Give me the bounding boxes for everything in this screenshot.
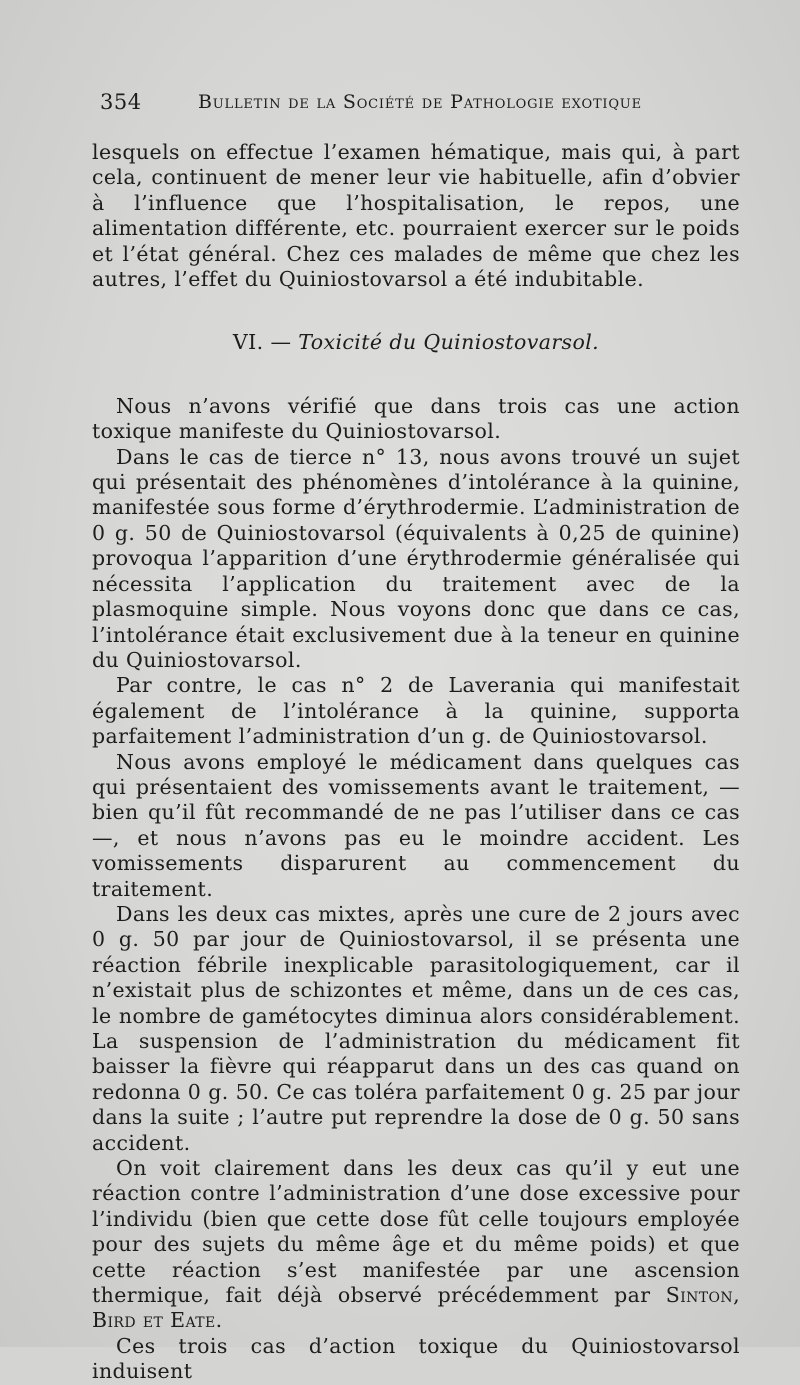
paragraph: Nous n’avons vérifié que dans trois cas une action toxique manifeste du Quiniostovarsol. [92, 393, 740, 444]
paragraph: Dans les deux cas mixtes, après une cure de 2 jours avec 0 g. 50 par jour de Quiniostovarsol, il se présenta une réaction fébrile inexplicable parasitologiquement, car il n’existait plus de schizontes et même, dans un de ces cas, le nombre de gamétocytes diminua alors considérablement. La suspension de l’administration du médicament fit baisser la fièvre qui réapparut dans un des cas quand on redonna 0 g. 50. Ce cas toléra parfaitement 0 g. 25 par jour dans la suite ; l’autre put reprendre la dose de 0 g. 50 sans accident. [92, 901, 740, 1155]
author-names: Sinton, Bird et Eate. [92, 1283, 740, 1333]
paragraph: Ces trois cas d’action toxique du Quiniostovarsol induisent [92, 1333, 740, 1384]
paragraph-text: On voit clairement dans les deux cas qu’il y eut une réaction contre l’administration d’une dose excessive pour l’individu (bien que cette dose fût celle toujours employée pour des sujets du même âge et du même poids) et que cette réaction s’est manifestée par une ascension thermique, fait déjà observé précédemment par [92, 1156, 740, 1308]
paragraph-continuation: lesquels on effectue l’examen hématique, mais qui, à part cela, continuent de mener leur vie habituelle, afin d’obvier à l’influence que l’hospitalisation, le repos, une alimentation différente, etc. pourraient exercer sur le poids et l’état général. Chez ces malades de même que chez les autres, l’effet du Quiniostovarsol a été indubitable. [92, 140, 740, 292]
page-header [100, 90, 740, 120]
paragraph: Dans le cas de tierce n° 13, nous avons trouvé un sujet qui présentait des phénomènes d’intolérance à la quinine, manifestée sous forme d’érythrodermie. L’administration de 0 g. 50 de Quiniostovarsol (équivalents à 0,25 de quinine) provoqua l’apparition d’une érythrodermie généralisée qui nécessita l’application du traitement avec de la plasmoquine simple. Nous voyons donc que dans ce cas, l’intolérance était exclusivement due à la teneur en quinine du Quiniostovarsol. [92, 444, 740, 672]
section-heading [92, 330, 740, 355]
body-text [92, 140, 740, 1385]
paragraph: Par contre, le cas n° 2 de Laverania qui manifestait également de l’intolérance à la quinine, supporta parfaitement l’administration d’un g. de Quiniostovarsol. [92, 673, 740, 749]
running-title: Bulletin de la Société de Pathologie exotique [198, 91, 642, 113]
section-number: VI. — [232, 330, 299, 355]
page-number: 354 [100, 90, 142, 114]
paragraph: Nous avons employé le médicament dans quelques cas qui présentaient des vomissements avant le traitement, — bien qu’il fût recommandé de ne pas l’utiliser dans ce cas —, et nous n’avons pas eu le moindre accident. Les vomissements disparurent au commencement du traitement. [92, 749, 740, 901]
section-title: Toxicité du Quiniostovarsol. [298, 330, 600, 355]
paragraph [92, 1156, 740, 1334]
